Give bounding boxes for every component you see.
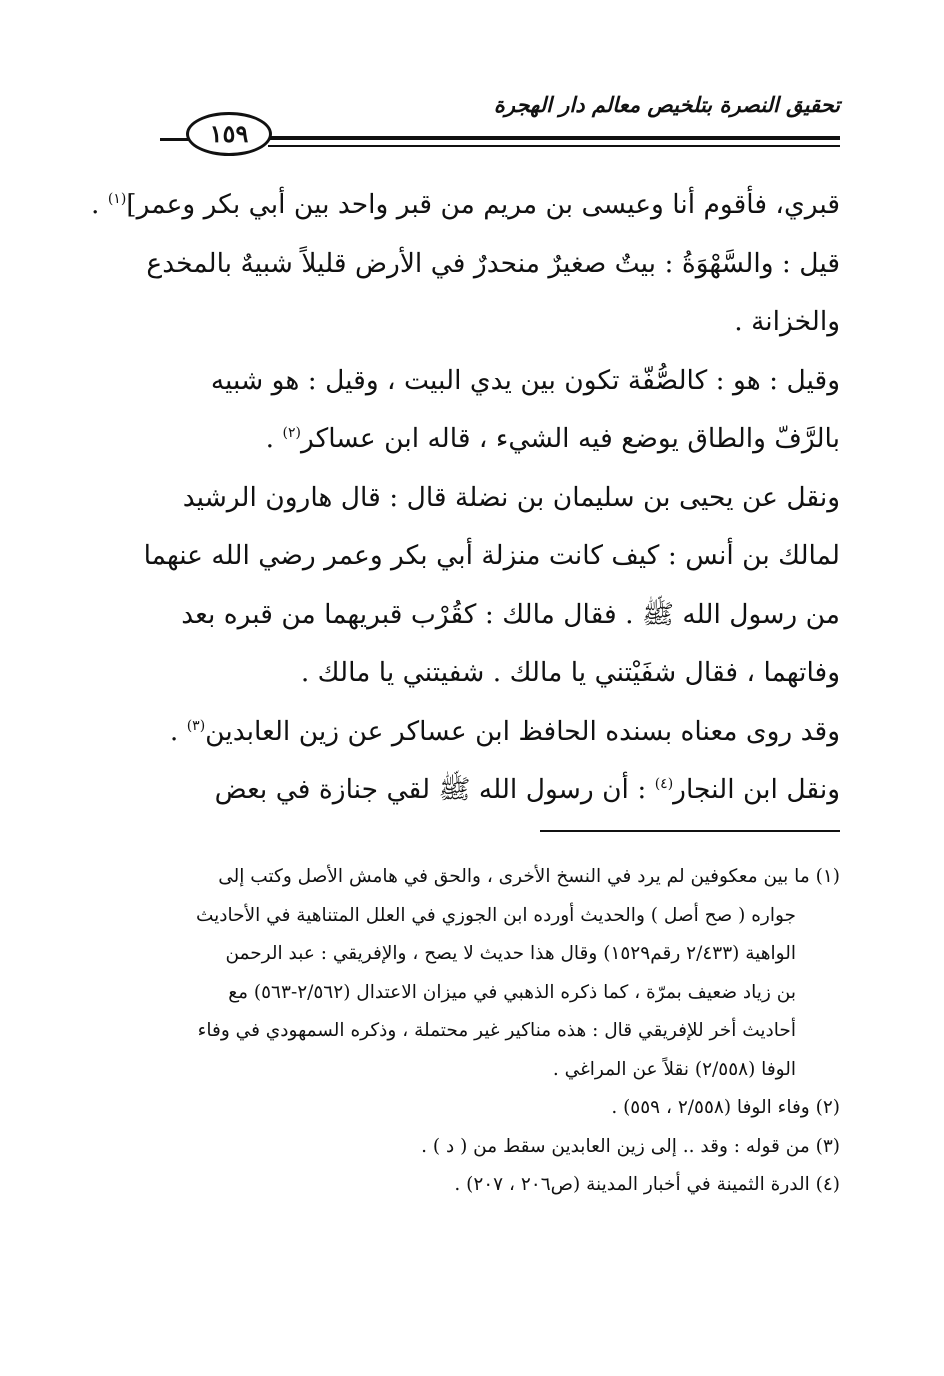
text-line-9: وفاتهما ، فقال شفَيْتني يا مالك . شفيتني يا مالك .: [300, 657, 840, 688]
header-rule-left: [160, 138, 190, 141]
main-text: [90, 176, 840, 820]
text-line-8: من رسول الله ﷺ . فقال مالك : كقُرْب قبريهما من قبره بعد: [181, 598, 840, 630]
footnote-1-line-2: جواره ( صح أصل ) والحديث أورده ابن الجوزي في العلل المتناهية في الأحاديث: [195, 904, 796, 926]
text-line-11: ونقل ابن النجار$^{(٤)}$ : أن رسول الله ﷺ لقي جنازة في بعض: [214, 774, 840, 805]
text-line-3: والخزانة .: [734, 306, 840, 337]
text-line-7: لمالك بن أنس : كيف كانت منزلة أبي بكر وعمر رضي الله عنهما: [143, 540, 840, 571]
footnote-1-line-5: أحاديث أخر للإفريقي قال : هذه مناكير غير محتملة ، وذكره السمهودي في وفاء: [197, 1020, 796, 1041]
page-number: ١٥٩: [186, 112, 272, 156]
header-rule: [268, 136, 840, 140]
text-line-4: وقيل : هو : كالصُّفّة تكون بين يدي البيت ، وقيل : هو شبيه: [210, 364, 840, 396]
text-line-6: ونقل عن يحيى بن سليمان بن نضلة قال : قال هارون الرشيد: [182, 481, 840, 513]
footnote-ref-2: (٢): [282, 425, 301, 442]
footnote-4: (٤) الدرة الثمينة في أخبار المدينة (ص٢٠٦ ، ٢٠٧) .: [454, 1174, 840, 1195]
footnote-1-line-6: الوفا (٢/٥٥٨) نقلاً عن المراغي .: [552, 1058, 796, 1080]
footnote-2: (٢) وفاء الوفا (٢/٥٥٨ ، ٥٥٩) .: [611, 1097, 840, 1118]
footnote-1-line-4: بن زياد ضعيف بمرّة ، كما ذكره الذهبي في ميزان الاعتدال (٢/٥٦٢-٥٦٣) مع: [228, 981, 796, 1003]
footnote-3: (٣) من قوله : وقد .. إلى زين العابدين سقط من ( د ) .: [421, 1135, 840, 1157]
footnote-separator: [540, 830, 840, 832]
text-line-1: قبري، فأقوم أنا وعيسى بن مريم من قبر واحد بين أبي بكر وعمر]$^{(١)}$ .: [90, 189, 840, 220]
text-line-10: وقد روى معناه بسنده الحافظ ابن عساكر عن زين العابدين$^{(٣)}$ .: [169, 715, 840, 747]
footnotes: [160, 858, 840, 1205]
footnote-1-line-3: الواهية (٢/٤٣٣ رقم١٥٢٩) وقال هذا حديث لا يصح ، والإفريقي : عبد الرحمن: [225, 943, 796, 964]
text-line-2: قيل : والسَّهْوَةُ : بيتٌ صغيرٌ منحدرٌ في الأرض قليلاً شبيهٌ بالمخدع: [146, 247, 840, 279]
footnote-ref-3: (٣): [186, 717, 206, 734]
footnote-ref-4: (٤): [654, 776, 674, 793]
footnote-ref-1: (١): [107, 191, 127, 208]
running-title: تحقيق النصرة بتلخيص معالم دار الهجرة: [493, 92, 840, 117]
footnote-1-line-1: (١) ما بين معكوفين لم يرد في النسخ الأخرى ، والحق في هامش الأصل وكتب إلى: [218, 866, 840, 887]
text-line-5: بالرَّفّ والطاق يوضع فيه الشيء ، قاله ابن عساكر$^{(٢)}$ .: [265, 423, 840, 454]
header-rule-thin: [268, 145, 840, 147]
